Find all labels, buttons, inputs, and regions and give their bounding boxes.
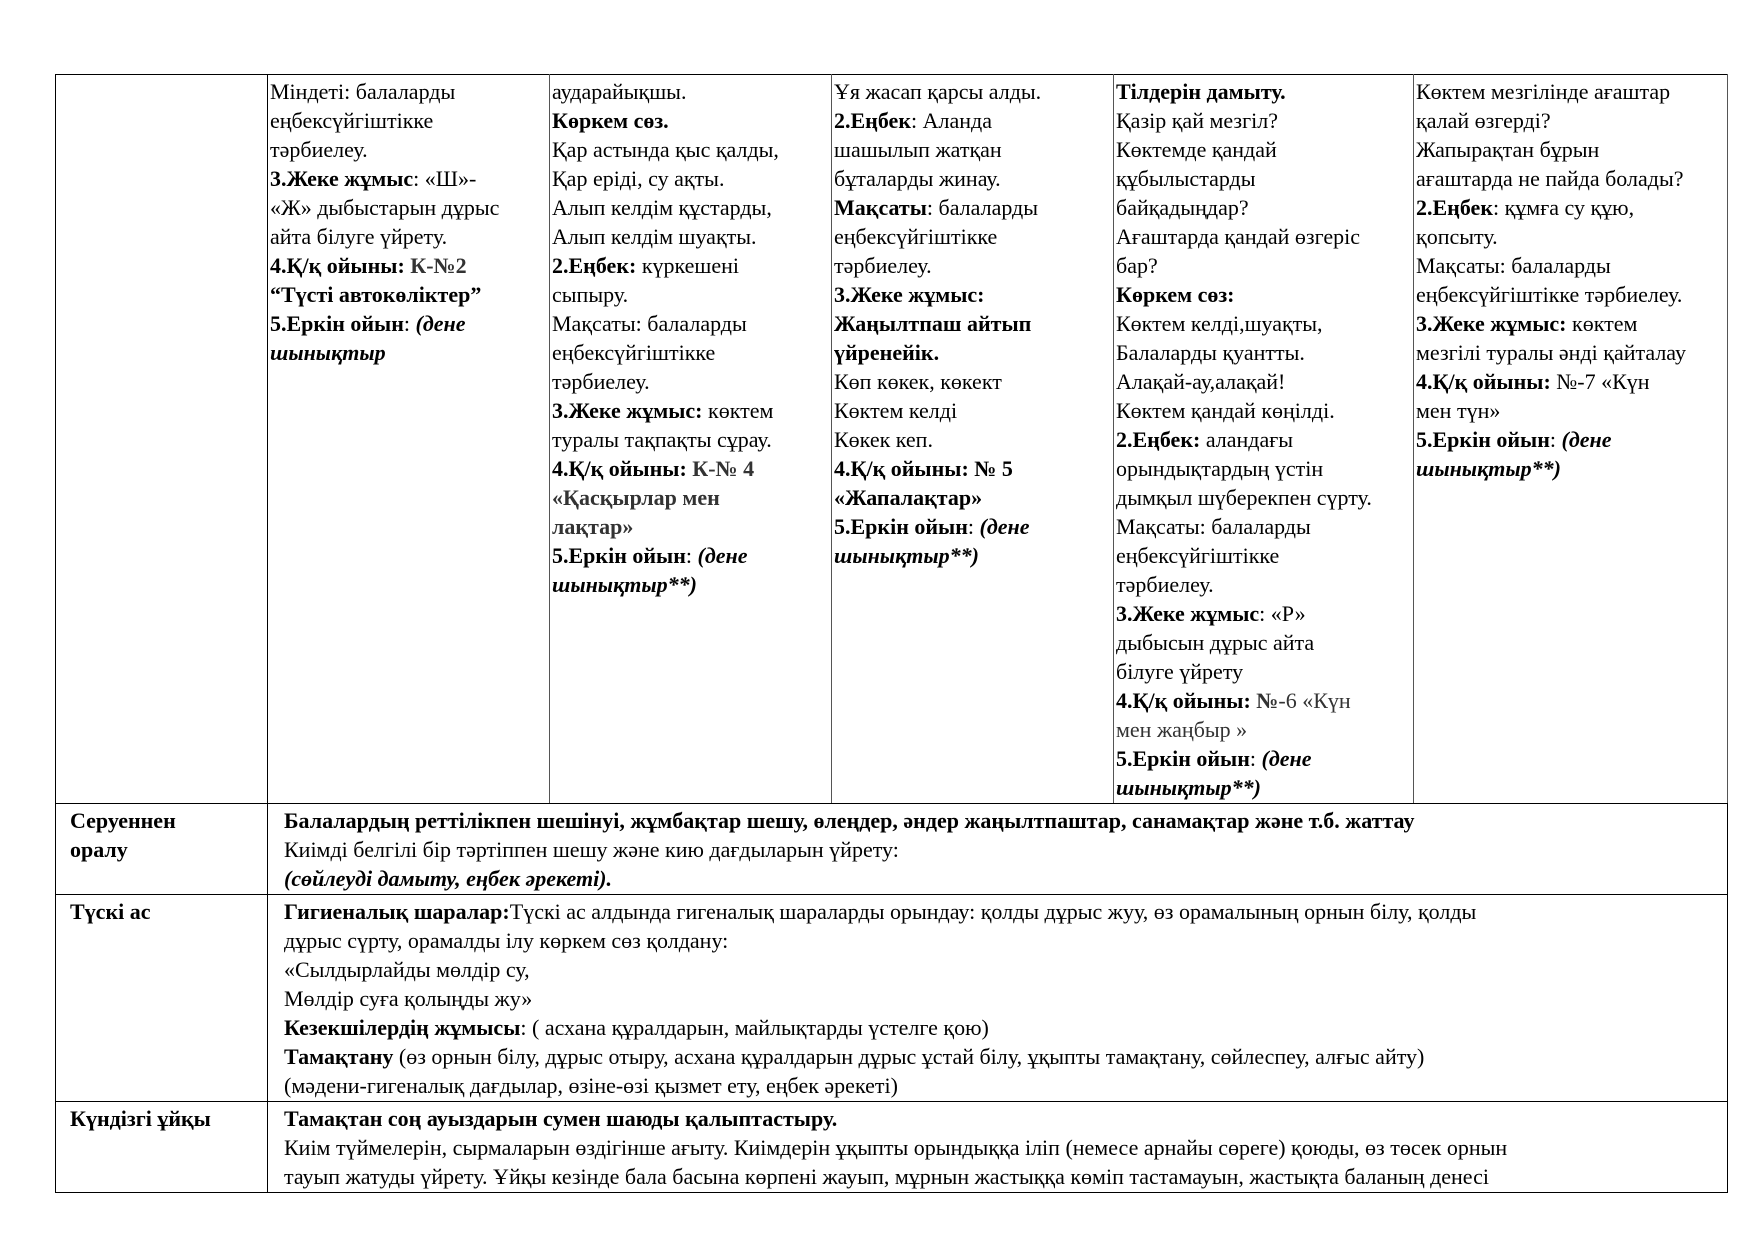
text-run: (мәдени-гигеналық дағдылар, өзіне-өзі қызмет ету, еңбек әрекеті) bbox=[284, 1073, 898, 1098]
text-run: : «Р» bbox=[1259, 601, 1306, 626]
text-run: Міндеті: балаларды bbox=[270, 79, 456, 104]
text-run: орындықтардың үстін bbox=[1116, 456, 1324, 481]
text-run: К-№2 bbox=[410, 253, 467, 278]
text-run: Түскі ас алдында гигеналық шараларды орындау: қолды дұрыс жуу, өз орамалының орнын білу, қолды bbox=[509, 899, 1477, 924]
text-line bbox=[1116, 744, 1411, 773]
text-run: : Аланда bbox=[911, 108, 992, 133]
text-run: Көктем мезгілінде ағаштар bbox=[1416, 79, 1671, 104]
row-label-line: Күндізгі ұйқы bbox=[70, 1106, 211, 1131]
text-line bbox=[284, 984, 1725, 1013]
text-line bbox=[1116, 541, 1411, 570]
text-line bbox=[270, 280, 547, 309]
text-line bbox=[1416, 425, 1725, 454]
text-run: 3.Жеке жұмыс: bbox=[834, 282, 985, 307]
text-line bbox=[270, 193, 547, 222]
text-run: білуге үйрету bbox=[1116, 659, 1244, 684]
text-run: бар? bbox=[1116, 253, 1158, 278]
text-run: Көктем қандай көңілді. bbox=[1116, 398, 1335, 423]
return-from-walk-content bbox=[268, 804, 1728, 895]
text-line bbox=[834, 164, 1111, 193]
text-run: : «Ш»- bbox=[413, 166, 477, 191]
row-label-return-from-walk bbox=[56, 804, 268, 895]
text-line bbox=[834, 106, 1111, 135]
text-run: 4.Қ/қ ойыны: bbox=[1416, 369, 1551, 394]
text-run: Тамақтану bbox=[284, 1044, 394, 1069]
text-line bbox=[284, 1104, 1725, 1133]
text-run: Тамақтан соң ауыздарын сумен шаюды қалыптастыру. bbox=[284, 1106, 838, 1131]
row-label-empty-cell bbox=[56, 75, 268, 804]
text-run: 3.Жеке жұмыс bbox=[1116, 601, 1260, 626]
text-line bbox=[834, 77, 1111, 106]
text-line bbox=[834, 135, 1111, 164]
text-line bbox=[1416, 164, 1725, 193]
text-line bbox=[1416, 106, 1725, 135]
text-run: Тілдерін дамыту. bbox=[1116, 79, 1286, 104]
text-line bbox=[834, 454, 1111, 483]
text-line bbox=[552, 396, 829, 425]
daytime-sleep-row bbox=[56, 1102, 1728, 1193]
text-line bbox=[1116, 222, 1411, 251]
text-run: «Жапалақтар» bbox=[834, 485, 983, 510]
text-line bbox=[834, 193, 1111, 222]
text-run: 5.Еркін ойын bbox=[834, 514, 968, 539]
text-run: Мақсаты: балаларды bbox=[1416, 253, 1611, 278]
text-run: К-№ 4 bbox=[692, 456, 755, 481]
text-run: (дене bbox=[697, 543, 748, 568]
text-run: Қар еріді, су ақты. bbox=[552, 166, 725, 191]
text-run: көктем bbox=[1566, 311, 1638, 336]
text-line bbox=[284, 864, 1725, 893]
text-line bbox=[1416, 338, 1725, 367]
text-run: 2.Еңбек: bbox=[552, 253, 637, 278]
text-run: шынықтыр**) bbox=[1416, 456, 1561, 481]
text-line bbox=[1416, 251, 1725, 280]
text-line bbox=[1116, 396, 1411, 425]
text-line bbox=[834, 251, 1111, 280]
text-line bbox=[1116, 657, 1411, 686]
text-line bbox=[1416, 77, 1725, 106]
text-line bbox=[284, 1013, 1725, 1042]
text-run: тәрбиелеу. bbox=[270, 137, 368, 162]
text-run: (өз орнын білу, дұрыс отыру, асхана құралдарын дұрыс ұстай білу, ұқыпты тамақтану, сөйлеспеу, алғыс айту) bbox=[393, 1044, 1425, 1069]
text-run: Алақай-ау,алақай! bbox=[1116, 369, 1286, 394]
text-run: Жаңылтпаш айтып bbox=[834, 311, 1032, 336]
text-line bbox=[1116, 715, 1411, 744]
text-line bbox=[270, 106, 547, 135]
text-run: Гигиеналық шаралар: bbox=[284, 899, 510, 924]
text-line bbox=[552, 367, 829, 396]
text-run: дымқыл шүберекпен сүрту. bbox=[1116, 485, 1372, 510]
text-line bbox=[834, 541, 1111, 570]
text-run: “Түсті автокөліктер” bbox=[270, 282, 482, 307]
text-line bbox=[552, 251, 829, 280]
text-run: Мақсаты: балаларды bbox=[1116, 514, 1311, 539]
text-line bbox=[552, 512, 829, 541]
text-run: Көкек кеп. bbox=[834, 427, 933, 452]
text-run: қопсыту. bbox=[1416, 224, 1498, 249]
text-line bbox=[552, 77, 829, 106]
text-line bbox=[1116, 512, 1411, 541]
text-run: Ағаштарда қандай өзгеріс bbox=[1116, 224, 1360, 249]
return-from-walk-row bbox=[56, 804, 1728, 895]
text-line bbox=[552, 454, 829, 483]
text-line bbox=[552, 309, 829, 338]
text-run: 3.Жеке жұмыс bbox=[270, 166, 414, 191]
text-run: дыбысын дұрыс айта bbox=[1116, 630, 1315, 655]
text-run: Көктем келді bbox=[834, 398, 958, 423]
text-run: шашылып жатқан bbox=[834, 137, 1002, 162]
text-line bbox=[1116, 193, 1411, 222]
text-run: шынықтыр bbox=[270, 340, 386, 365]
text-run: айта білуге үйрету. bbox=[270, 224, 448, 249]
text-run: еңбексүйгіштікке bbox=[270, 108, 434, 133]
text-line bbox=[1116, 106, 1411, 135]
text-line bbox=[284, 926, 1725, 955]
text-line bbox=[834, 367, 1111, 396]
lunch-content bbox=[268, 895, 1728, 1102]
text-line bbox=[552, 135, 829, 164]
text-line bbox=[1116, 309, 1411, 338]
text-line bbox=[834, 512, 1111, 541]
text-run: мен жаңбыр » bbox=[1116, 717, 1248, 742]
text-run: «Қасқырлар мен bbox=[552, 485, 720, 510]
text-run: 3.Жеке жұмыс: bbox=[552, 398, 703, 423]
text-line bbox=[270, 309, 547, 338]
text-run: № bbox=[1256, 688, 1279, 713]
text-run: Көркем сөз. bbox=[552, 108, 669, 133]
text-line bbox=[270, 338, 547, 367]
text-line bbox=[284, 835, 1725, 864]
text-run: -6 «Күн bbox=[1278, 688, 1351, 713]
text-run: «Ж» дыбыстарын дұрыс bbox=[270, 195, 500, 220]
text-run: Көктемде қандай bbox=[1116, 137, 1277, 162]
text-line bbox=[1416, 193, 1725, 222]
text-line bbox=[1116, 338, 1411, 367]
text-line bbox=[1116, 686, 1411, 715]
row-label-daytime-sleep bbox=[56, 1102, 268, 1193]
text-run: аударайықшы. bbox=[552, 79, 687, 104]
text-run: Балаларды қуантты. bbox=[1116, 340, 1305, 365]
text-line bbox=[1116, 77, 1411, 106]
text-run: Қар астында қыс қалды, bbox=[552, 137, 779, 162]
day-cell-4 bbox=[1114, 75, 1414, 804]
text-line bbox=[552, 222, 829, 251]
text-run: : ( асхана құралдарын, майлықтарды үстелге қою) bbox=[520, 1015, 989, 1040]
text-line bbox=[1116, 628, 1411, 657]
text-run: : құмға су құю, bbox=[1493, 195, 1635, 220]
text-line bbox=[270, 164, 547, 193]
text-run: 4.Қ/қ ойыны: bbox=[552, 456, 693, 481]
text-line bbox=[552, 541, 829, 570]
text-run: шынықтыр**) bbox=[552, 572, 697, 597]
text-line bbox=[834, 338, 1111, 367]
text-run: Мөлдір суға қолыңды жу» bbox=[284, 986, 533, 1011]
text-line bbox=[552, 425, 829, 454]
row-label-line: Серуеннен bbox=[70, 808, 176, 833]
text-run: Ұя жасап қарсы алды. bbox=[834, 79, 1042, 104]
text-run: (дене bbox=[979, 514, 1030, 539]
text-line bbox=[270, 135, 547, 164]
text-run: еңбексүйгіштікке bbox=[834, 224, 998, 249]
text-run: Балалардың реттілікпен шешінуі, жұмбақтар шешу, өлеңдер, әндер жаңылтпаштар, санамақтар және т.б. жаттау bbox=[284, 808, 1415, 833]
text-run: үйренейік. bbox=[834, 340, 940, 365]
text-run: : bbox=[403, 311, 416, 336]
text-run: 5.Еркін ойын bbox=[1416, 427, 1550, 452]
text-run: 5.Еркін ойын bbox=[270, 311, 404, 336]
text-run: күркешені bbox=[636, 253, 740, 278]
text-run: : bbox=[685, 543, 698, 568]
text-run: еңбексүйгіштікке тәрбиелеу. bbox=[1416, 282, 1683, 307]
text-run: тәрбиелеу. bbox=[552, 369, 650, 394]
text-line bbox=[834, 425, 1111, 454]
text-run: 5.Еркін ойын bbox=[1116, 746, 1250, 771]
text-run: ағаштарда не пайда болады? bbox=[1416, 166, 1684, 191]
text-line bbox=[270, 251, 547, 280]
text-line bbox=[284, 1071, 1725, 1100]
text-line bbox=[552, 164, 829, 193]
day-cell-3 bbox=[832, 75, 1114, 804]
text-line bbox=[284, 806, 1725, 835]
daytime-sleep-content bbox=[268, 1102, 1728, 1193]
text-run: Көркем сөз: bbox=[1116, 282, 1235, 307]
text-run: бұталарды жинау. bbox=[834, 166, 1001, 191]
text-run: шынықтыр**) bbox=[1116, 775, 1261, 800]
text-run: шынықтыр**) bbox=[834, 543, 979, 568]
text-run: Мақсаты: балаларды bbox=[552, 311, 747, 336]
text-line bbox=[552, 570, 829, 599]
text-run: (сөйлеуді дамыту, еңбек әрекеті). bbox=[284, 866, 613, 891]
text-run: туралы тақпақты сұрау. bbox=[552, 427, 772, 452]
text-line bbox=[1416, 454, 1725, 483]
text-run: 3.Жеке жұмыс: bbox=[1416, 311, 1567, 336]
text-run: тауып жатуды үйрету. Ұйқы кезінде бала басына көрпені жауып, мұрнын жастыққа көміп тастамауын, жастықта баланың денесі bbox=[284, 1164, 1489, 1189]
text-line bbox=[552, 483, 829, 512]
text-line bbox=[284, 1162, 1725, 1191]
text-run: : bbox=[1549, 427, 1562, 452]
text-run: еңбексүйгіштікке bbox=[552, 340, 716, 365]
text-run: тәрбиелеу. bbox=[1116, 572, 1214, 597]
text-line bbox=[834, 396, 1111, 425]
text-line bbox=[1416, 367, 1725, 396]
text-run: 4.Қ/қ ойыны: bbox=[1116, 688, 1257, 713]
text-line bbox=[1116, 135, 1411, 164]
text-line bbox=[1116, 251, 1411, 280]
text-run: Кезекшілердің жұмысы bbox=[284, 1015, 521, 1040]
daily-plan-table bbox=[55, 74, 1728, 1193]
text-line bbox=[1416, 135, 1725, 164]
text-run: (дене bbox=[1261, 746, 1312, 771]
row-label-line: Түскі ас bbox=[70, 899, 151, 924]
text-line bbox=[270, 77, 547, 106]
text-run: №-7 «Күн bbox=[1550, 369, 1650, 394]
text-run: байқадыңдар? bbox=[1116, 195, 1249, 220]
text-line bbox=[270, 222, 547, 251]
text-line bbox=[1116, 599, 1411, 628]
text-run: көктем bbox=[702, 398, 774, 423]
text-run: 4.Қ/қ ойыны: bbox=[270, 253, 411, 278]
text-line bbox=[834, 483, 1111, 512]
text-run: мен түн» bbox=[1416, 398, 1501, 423]
text-line bbox=[1416, 222, 1725, 251]
text-line bbox=[1116, 164, 1411, 193]
text-line bbox=[552, 193, 829, 222]
text-line bbox=[1416, 309, 1725, 338]
text-line bbox=[1116, 483, 1411, 512]
lunch-row bbox=[56, 895, 1728, 1102]
text-line bbox=[834, 280, 1111, 309]
text-run: қалай өзгерді? bbox=[1416, 108, 1551, 133]
text-run: сыпыру. bbox=[552, 282, 629, 307]
text-run: Алып келдім құстарды, bbox=[552, 195, 772, 220]
text-run: 2.Еңбек bbox=[834, 108, 911, 133]
text-line bbox=[552, 280, 829, 309]
text-line bbox=[1116, 570, 1411, 599]
text-run: (дене bbox=[1561, 427, 1612, 452]
text-line bbox=[834, 222, 1111, 251]
text-run: мезгілі туралы әнді қайталау bbox=[1416, 340, 1686, 365]
text-line bbox=[1116, 367, 1411, 396]
text-line bbox=[552, 338, 829, 367]
text-run: Киімді белгілі бір тәртіппен шешу және кию дағдыларын үйрету: bbox=[284, 837, 899, 862]
text-run: Киім түймелерін, сырмаларын өздігінше ағыту. Киімдерін ұқыпты орындыққа іліп (немесе арнайы сөреге) қоюды, өз төсек орнын bbox=[284, 1135, 1508, 1160]
text-run: аландағы bbox=[1200, 427, 1294, 452]
text-line bbox=[284, 1133, 1725, 1162]
text-line bbox=[1416, 396, 1725, 425]
text-run: (дене bbox=[415, 311, 466, 336]
text-run: еңбексүйгіштікке bbox=[1116, 543, 1280, 568]
text-run: тәрбиелеу. bbox=[834, 253, 932, 278]
text-run: : bbox=[1249, 746, 1262, 771]
text-run: «Сылдырлайды мөлдір су, bbox=[284, 957, 530, 982]
walk-activities-row bbox=[56, 75, 1728, 804]
text-run: дұрыс сүрту, орамалды ілу көркем сөз қолдану: bbox=[284, 928, 729, 953]
text-run: Мақсаты bbox=[834, 195, 927, 220]
text-run: Алып келдім шуақты. bbox=[552, 224, 757, 249]
text-line bbox=[284, 897, 1725, 926]
text-run: Көктем келді,шуақты, bbox=[1116, 311, 1323, 336]
text-run: 5.Еркін ойын bbox=[552, 543, 686, 568]
text-line bbox=[284, 1042, 1725, 1071]
day-cell-2 bbox=[550, 75, 832, 804]
text-run: лақтар» bbox=[552, 514, 634, 539]
text-line bbox=[284, 955, 1725, 984]
row-label-lunch bbox=[56, 895, 268, 1102]
row-label-line: оралу bbox=[70, 837, 128, 862]
text-line bbox=[1116, 425, 1411, 454]
text-run: Жапырақтан бұрын bbox=[1416, 137, 1600, 162]
text-line bbox=[552, 106, 829, 135]
text-line bbox=[1416, 280, 1725, 309]
day-cell-5 bbox=[1414, 75, 1728, 804]
text-line bbox=[1116, 280, 1411, 309]
text-run: Қазір қай мезгіл? bbox=[1116, 108, 1278, 133]
text-line bbox=[1116, 773, 1411, 802]
text-run: 2.Еңбек bbox=[1416, 195, 1493, 220]
day-cell-1 bbox=[268, 75, 550, 804]
text-run: 2.Еңбек: bbox=[1116, 427, 1201, 452]
text-run: 4.Қ/қ ойыны: № 5 bbox=[834, 456, 1013, 481]
text-line bbox=[1116, 454, 1411, 483]
text-run: құбылыстарды bbox=[1116, 166, 1256, 191]
text-run: : bbox=[967, 514, 980, 539]
text-line bbox=[834, 309, 1111, 338]
text-run: Көп көкек, көкект bbox=[834, 369, 1002, 394]
text-run: : балаларды bbox=[926, 195, 1039, 220]
